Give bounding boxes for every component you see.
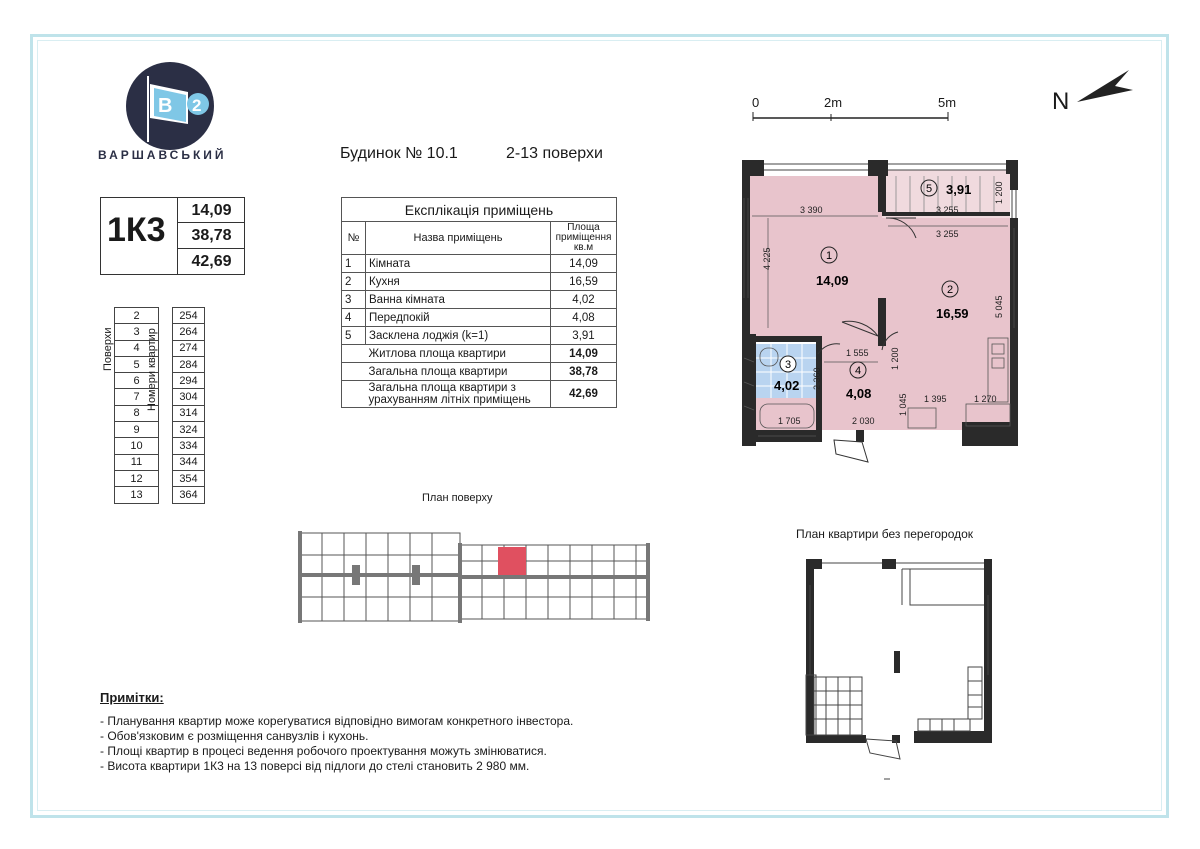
floor-spacer — [159, 438, 173, 454]
room-area: 16,59 — [551, 273, 617, 291]
note-4: - Висота квартири 1К3 на 13 поверсі від підлоги до стелі становить 2 980 мм. — [100, 759, 530, 773]
explication-row — [342, 309, 617, 327]
room-no: 4 — [342, 309, 366, 327]
dim-1200-b: 1 200 — [890, 347, 900, 370]
apartment-summary — [100, 197, 245, 275]
col-name: Назва приміщень — [366, 222, 551, 255]
explication-row — [342, 291, 617, 309]
apartment-number: 264 — [173, 324, 205, 340]
col-area — [551, 222, 617, 255]
summer-blank — [342, 381, 366, 408]
dim-1045: 1 045 — [898, 393, 908, 416]
floor-row — [115, 438, 205, 454]
apartment-highlight — [498, 547, 526, 575]
floors-range: 2-13 поверхи — [506, 145, 603, 162]
room-4-area: 4,08 — [846, 386, 872, 401]
room-1-number: 1 — [826, 250, 833, 262]
apartment-code: 1К3 — [107, 211, 166, 249]
apartment-number: 254 — [173, 308, 205, 324]
apartment-plan — [738, 158, 1026, 468]
floor-spacer — [159, 454, 173, 470]
apartment-number: 294 — [173, 373, 205, 389]
room-no: 5 — [342, 327, 366, 345]
floor-number: 11 — [115, 454, 159, 470]
scale-label-0: 0 — [752, 95, 760, 110]
floor-row — [115, 389, 205, 405]
summer-label-line2: урахуванням літніх приміщень — [368, 394, 531, 406]
floors-table — [114, 307, 205, 504]
room-area: 4,02 — [551, 291, 617, 309]
dim-3390: 3 390 — [800, 205, 823, 215]
apartment-number: 344 — [173, 454, 205, 470]
summary-living-area: 14,09 — [178, 198, 245, 223]
total-value: 38,78 — [551, 363, 617, 381]
total-blank — [342, 363, 366, 381]
dim-1395: 1 395 — [924, 394, 947, 404]
room-name: Кімната — [366, 255, 551, 273]
dim-1270: 1 270 — [974, 394, 997, 404]
notes-title: Примітки: — [100, 690, 164, 705]
floor-number: 5 — [115, 356, 159, 372]
north-label: N — [1052, 88, 1070, 115]
explication-row — [342, 255, 617, 273]
living-blank — [342, 345, 366, 363]
dim-2030: 2 030 — [852, 416, 875, 426]
apartment-number: 364 — [173, 487, 205, 503]
floor-spacer — [159, 373, 173, 389]
room-5-area: 3,91 — [946, 182, 972, 197]
dim-1555: 1 555 — [846, 348, 869, 358]
floor-spacer — [159, 389, 173, 405]
floor-row — [115, 454, 205, 470]
apartment-number: 354 — [173, 470, 205, 486]
apartment-number: 314 — [173, 405, 205, 421]
room-2-area: 16,59 — [936, 306, 969, 321]
np-walls — [806, 559, 992, 743]
floor-row — [115, 422, 205, 438]
scale-label-5m: 5m — [938, 95, 957, 110]
floor-number: 10 — [115, 438, 159, 454]
logo-number: 2 — [192, 96, 202, 115]
dim-2360: 2 360 — [812, 367, 822, 390]
explication-table — [341, 197, 617, 408]
floor-row — [115, 356, 205, 372]
col-area-line2: приміщення — [555, 232, 612, 243]
dim-1200-a: 1 200 — [994, 181, 1004, 204]
no-partitions-plan — [800, 555, 1000, 785]
floor-number: 8 — [115, 405, 159, 421]
floor-spacer — [159, 308, 173, 324]
room-4-number: 4 — [855, 365, 862, 377]
floor-number: 6 — [115, 373, 159, 389]
apartment-number: 304 — [173, 389, 205, 405]
apartments-label: Номери квартир — [146, 328, 158, 411]
apartment-number: 284 — [173, 356, 205, 372]
building-label: Будинок № 10.1 — [340, 145, 458, 162]
col-area-line1: Площа — [567, 222, 600, 233]
room-area: 3,91 — [551, 327, 617, 345]
note-2: - Обов'язковим є розміщення санвузлів і кухонь. — [100, 729, 369, 743]
floors-label: Поверхи — [102, 327, 114, 371]
floor-number: 12 — [115, 470, 159, 486]
room-name: Засклена лоджія (k=1) — [366, 327, 551, 345]
brand-logo — [126, 62, 214, 150]
floor-spacer — [159, 422, 173, 438]
summer-label — [366, 381, 551, 408]
scale-label-2m: 2m — [824, 95, 843, 110]
living-label: Житлова площа квартири — [366, 345, 551, 363]
note-3: - Площі квартир в процесі ведення робочого проектування можуть змінюватися. — [100, 744, 547, 758]
summary-values — [177, 198, 245, 274]
room-name: Передпокій — [366, 309, 551, 327]
apartment-number: 334 — [173, 438, 205, 454]
floor-number: 2 — [115, 308, 159, 324]
room-no: 3 — [342, 291, 366, 309]
explication-row — [342, 327, 617, 345]
room-2-number: 2 — [947, 284, 954, 296]
floor-spacer — [159, 405, 173, 421]
no-partitions-title: План квартири без перегородок — [796, 527, 974, 541]
scale-bar — [752, 110, 952, 122]
dim-4225: 4 225 — [762, 247, 772, 270]
apartment-number: 274 — [173, 340, 205, 356]
floors-table-wrap — [100, 307, 205, 504]
floor-number: 7 — [115, 389, 159, 405]
floor-row — [115, 487, 205, 503]
room-no: 2 — [342, 273, 366, 291]
room-3-number: 3 — [785, 359, 792, 371]
floor-row — [115, 373, 205, 389]
room-area: 14,09 — [551, 255, 617, 273]
flag-icon — [126, 62, 214, 150]
summary-total-area: 38,78 — [178, 223, 245, 248]
summary-summer-area: 42,69 — [191, 252, 232, 270]
floor-row — [115, 470, 205, 486]
dim-5045: 5 045 — [994, 295, 1004, 318]
room-name: Ванна кімната — [366, 291, 551, 309]
living-value: 14,09 — [551, 345, 617, 363]
room-no: 1 — [342, 255, 366, 273]
floor-number: 4 — [115, 340, 159, 356]
summer-value: 42,69 — [551, 381, 617, 408]
room-1-area: 14,09 — [816, 273, 849, 288]
room-5-number: 5 — [926, 183, 933, 195]
floor-plan — [292, 525, 650, 630]
summer-label-line1: Загальна площа квартири з — [368, 382, 516, 394]
floor-spacer — [159, 470, 173, 486]
room-name: Кухня — [366, 273, 551, 291]
col-area-line3: кв.м — [573, 242, 594, 253]
floor-spacer — [159, 356, 173, 372]
floor-number: 3 — [115, 324, 159, 340]
floor-spacer — [159, 324, 173, 340]
floor-plan-title: План поверху — [422, 492, 493, 504]
floor-row — [115, 340, 205, 356]
apartment-number: 324 — [173, 422, 205, 438]
explication-row — [342, 273, 617, 291]
floor-spacer — [159, 487, 173, 503]
floor-row — [115, 308, 205, 324]
floor-row — [115, 405, 205, 421]
room-3-area: 4,02 — [774, 378, 800, 393]
room-area: 4,08 — [551, 309, 617, 327]
floor-row — [115, 324, 205, 340]
total-label: Загальна площа квартири — [366, 363, 551, 381]
north-arrow-icon — [1075, 68, 1135, 108]
floor-number: 9 — [115, 422, 159, 438]
dim-3255-b: 3 255 — [936, 229, 959, 239]
floor-number: 13 — [115, 487, 159, 503]
explication-title: Експлікація приміщень — [342, 198, 617, 222]
dim-3255-a: 3 255 — [936, 205, 959, 215]
dim-1705: 1 705 — [778, 416, 801, 426]
note-1: - Планування квартир може корегуватися відповідно вимогам конкретного інвестора. — [100, 714, 574, 728]
floor-spacer — [159, 340, 173, 356]
logo-letter: B — [158, 95, 173, 117]
brand-name: ВАРШАВСЬКИЙ — [98, 148, 227, 162]
col-no: № — [342, 222, 366, 255]
